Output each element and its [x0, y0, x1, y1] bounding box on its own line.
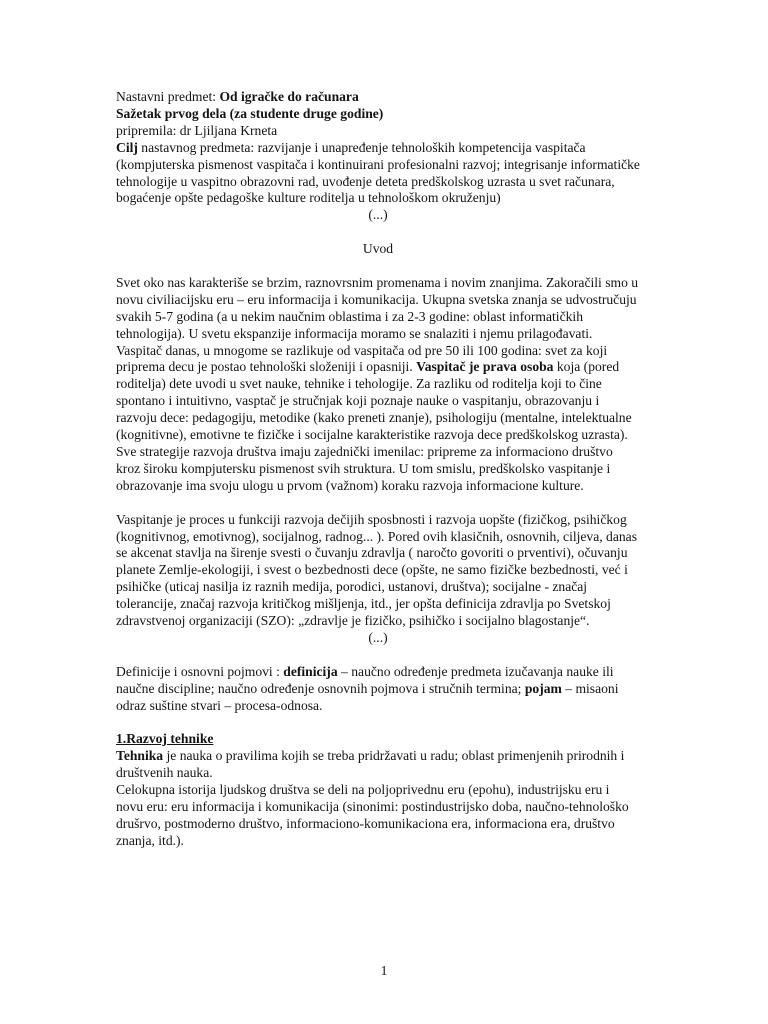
- definitions-paragraph: Definicije i osnovni pojmovi : definicija – naučno određenje predmeta izučavanja nauke ili naučne discipline; naučno određenje osnovnih pojmova i stručnih termina; pojam – misaoni odraz suštine stvari – procesa-odnosa.: [116, 663, 619, 713]
- goal-term: Cilj: [116, 139, 138, 155]
- intro-paragraph-2: Sve strategije razvoja društva imaju zajednički imenilac: pripreme za informaciono društvo kroz široku kompjutersku pismenost svih struktura. U tom smislu, predškolsko vaspitanje i obrazovanje ima svoju ulogu u prvom (važnom) koraku razvoja informacione kulture.: [116, 444, 613, 493]
- intro-bold-phrase: Vaspitač je prava osoba: [416, 359, 554, 375]
- concept-term: pojam: [524, 680, 562, 696]
- goal-paragraph: [116, 140, 640, 208]
- history-paragraph: Celokupna istorija ljudskog društva se deli na poljoprivednu eru (epohu), industrijsku eru i novu eru: eru informacija i komunikacija (sinonimi: postindustrijsko doba, naučno-tehnološko drušrvo, postmoderno društvo, informaciono-komunikaciona era, informaciona era, društvo znanja, itd.).: [116, 782, 629, 848]
- document-body: [116, 89, 640, 850]
- ellipsis-1: (...): [368, 207, 388, 223]
- section-1-heading: 1.Razvoj tehnike: [116, 731, 214, 747]
- prepared-by: pripremila: dr Ljiljana Krneta: [116, 122, 278, 138]
- subject-name: Od igračke do računara: [219, 89, 359, 104]
- intro-paragraph-1: Svet oko nas karakteriše se brzim, raznovrsnim promenama i novim znanjima. Zakoračili smo u novu civiliacijsku eru – eru informacija i komunikacija. Ukupna svetska znanja se udvostručuju svakih 5-7 godina (a u nekim naučnim oblastima i za 2-3 godine: oblast informatičkih tehnologija). U svetu ekspanzije informacija moramo se snalaziti i njemu prilagođavati. Vaspitač danas, u mnogome se razlikuje od vaspitača od pre 50 ili 100 godina: svet za koji priprema decu je postao tehnološki složeniji i opasniji. Vaspitač je prava osoba koja (pored roditelja) dete uvodi u svet nauke, tehnike i tehologije. Za razliku od roditelja koji to čine spontano i intuitivno, vasptač je stručnjak koji poznaje nauke o vaspitanju, obrazovanju i razvoju dece: pedagogiju, metodike (kako preneti znanje), psihologiju (mentalne, intelektualne (kognitivne), emotivne te fizičke i socijalne karakteristike razvoja dece predškolskog uzrasta).: [116, 274, 639, 443]
- subject-line: [116, 89, 640, 106]
- subject-label: Nastavni predmet:: [116, 89, 220, 104]
- summary-title: Sažetak prvog dela (za studente druge godine): [116, 105, 384, 121]
- technique-definition: Tehnika je nauka o pravilima kojih se treba pridržavati u radu; oblast primenjenih prirodnih i društvenih nauka.: [116, 748, 625, 781]
- page-number: 1: [380, 963, 388, 978]
- definition-term: definicija: [283, 663, 338, 679]
- technique-term: Tehnika: [116, 748, 164, 764]
- education-paragraph: Vaspitanje je proces u funkciji razvoja dečijih sposbnosti i razvoja uopšte (fizičkog, psihičkog (kognitivnog, emotivnog), socijalnog, radnog... ). Pored ovih klasičnih, osnovnih, ciljeva, danas se akcenat stavlja na širenje svesti o čuvanju zdravlja ( naročto govoriti o prventivi), očuvanju planete Zemlje-ekologiji, i svest o bezbednosti dece (opšte, ne samo fizičke bezbednosti, već i psihičke (uticaj nasilja iz raznih medija, porodici, ustanovi, društva); socijalne - značaj tolerancije, značaj razvoja kritičkog mišljenja, itd., jer opšta definicija zdravlja po Svetskoj zdravstvenoj organizaciji (SZO): „zdravlje je fizičko, psihičko i socijalno blagostanje“.: [116, 511, 638, 629]
- goal-text: nastavnog predmeta: razvijanje i unapređenje tehnoloških kompetencija vaspitača (kompjuterska pismenost vaspitača i kontinuirani profesionalni razvoj; integrisanje informatičke tehnologije u vaspitno obrazovni rad, uvođenje deteta predškolskog uzrasta u svet računara, bogaćenje opšte pedagoške kulture roditelja u tehnološkom okruženju): [116, 139, 640, 206]
- intro-title: Uvod: [362, 241, 394, 257]
- ellipsis-2: (...): [368, 629, 388, 645]
